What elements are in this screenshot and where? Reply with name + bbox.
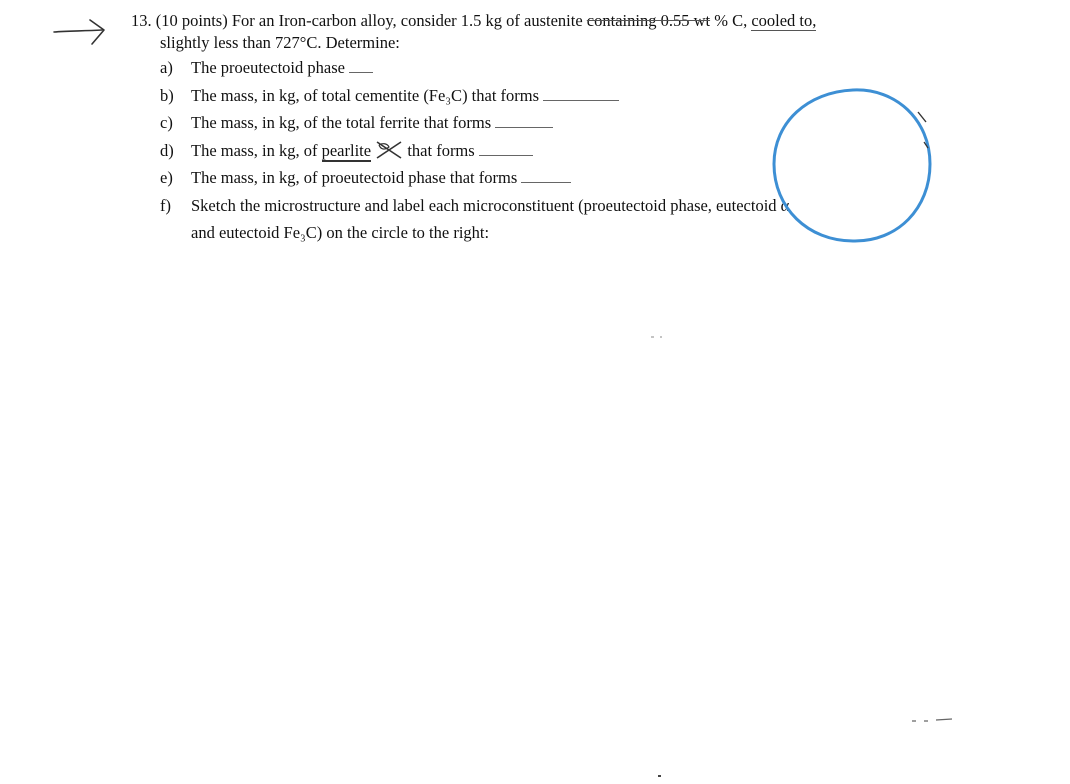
part-letter: a) <box>160 58 173 77</box>
part-letter: f) <box>160 195 171 215</box>
question-number: 13. <box>131 11 152 30</box>
scan-speck <box>650 334 670 340</box>
microstructure-circle[interactable] <box>768 84 938 246</box>
part-text-b: that forms <box>403 140 475 160</box>
question-stem-text-b: % C, <box>710 11 752 30</box>
part-a <box>131 54 961 82</box>
part-f <box>131 192 791 247</box>
underlined-text: cooled to, <box>751 11 817 30</box>
crossed-out-mark-icon <box>375 141 403 159</box>
answer-blank <box>495 113 553 128</box>
part-letter: c) <box>160 113 173 132</box>
struck-text: containing 0.55 wt <box>586 11 711 30</box>
part-text: Sketch the microstructure and label each microconstituent (proeutectoid phase, eutectoid α and eutectoid Fe₃C) on the circle to the right: <box>191 195 790 242</box>
question-stem-text: For an Iron-carbon alloy, consider 1.5 kg of austenite <box>231 11 587 30</box>
question-stem-line-2: slightly less than 727°C. Determine: <box>160 33 400 52</box>
part-text: The mass, in kg, of proeutectoid phase that forms <box>191 168 518 187</box>
scan-speck <box>910 716 960 724</box>
question-points: (10 points) <box>155 11 228 30</box>
part-text: The mass, in kg, of the total ferrite that forms <box>191 113 492 132</box>
part-text: The mass, in kg, of <box>191 140 322 160</box>
part-text: The proeutectoid phase <box>191 58 345 77</box>
scan-speck <box>655 772 665 780</box>
hand-drawn-arrow-icon <box>52 14 108 48</box>
answer-blank <box>521 168 571 183</box>
answer-blank <box>349 58 373 73</box>
question-stem-line-1 <box>131 10 961 32</box>
part-text: The mass, in kg, of total cementite (Fe₃C) that forms <box>191 85 540 105</box>
part-letter: e) <box>160 168 173 187</box>
part-letter: b) <box>160 85 174 105</box>
pearlite-word: pearlite <box>321 140 372 160</box>
answer-blank <box>479 141 533 156</box>
answer-blank <box>543 86 619 101</box>
part-letter: d) <box>160 140 174 160</box>
